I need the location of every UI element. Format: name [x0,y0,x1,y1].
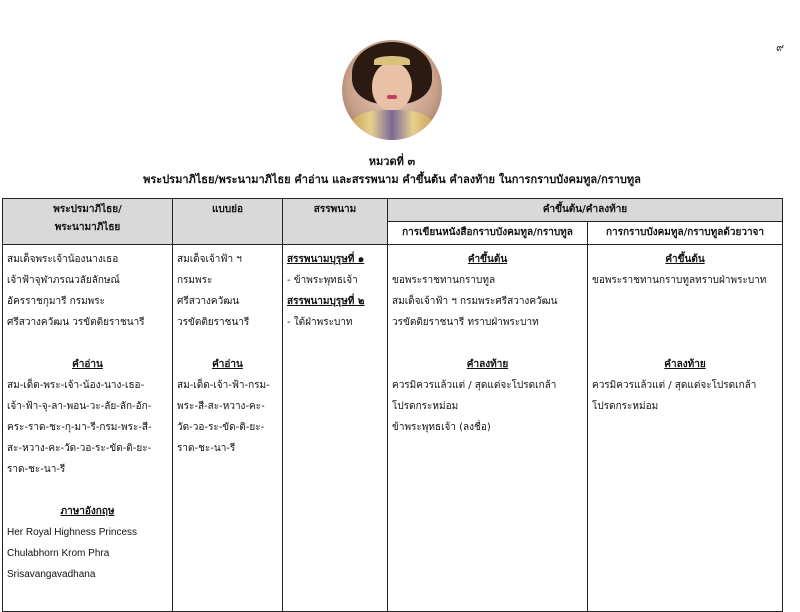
reading-title: คำอ่าน [72,359,103,370]
cell-written: คำขึ้นต้น ขอพระราชทานกราบทูล สมเด็จเจ้าฟ้า ฯ กรมพระศรีสวางควัฒน วรขัตติยราชนารี ทราบฝ่าพระบาท คำลงท้าย ควรมิควรแล้วแต่ / สุดแต่จะโปรดเกล้า โปรดกระหม่อม ข้าพระพุทธเจ้า (ลงชื่อ) [388,245,588,612]
header-name: พระปรมาภิไธย/ พระนามาภิไธย [3,199,173,245]
chapter-subheading: พระปรมาภิไธย/พระนามาภิไธย คำอ่าน และสรรพนาม คำขึ้นต้น คำลงท้าย ในการกราบบังคมทูล/กราบทูล [143,173,641,186]
written-open-title: คำขึ้นต้น [467,254,508,265]
header-opening-closing: คำขึ้นต้น/คำลงท้าย [388,199,783,222]
first-person-title: สรรพนามบุรุษที่ ๑ [287,254,365,265]
cell-name: สมเด็จพระเจ้าน้องนางเธอ เจ้าฟ้าจุฬาภรณวลัยลักษณ์ อัครราชกุมารี กรมพระ ศรีสวางควัฒน วรขัตติยราชนารี คำอ่าน สม-เด็ด-พระ-เจ้า-น้อง-นาง-เธอ- เจ้า-ฟ้า-จุ-ลา-พอน-วะ-ลัย-ลัก-อัก- คระ-ราด-ชะ-กุ-มา-รี-กรม-พระ-สี- สะ-หวาง-คะ-วัด-วอ-ระ-ขัด-ติ-ยะ- ราด-ชะ-นา-รี ภาษาอังกฤษ Her Royal Highness Princess Chulabhorn Krom Phra Srisavangavadhana [3,245,173,612]
chapter-heading: หมวดที่ ๓ [368,155,416,168]
table-row [3,245,783,612]
header-pronoun: สรรพนาม [283,199,388,245]
short-reading-title: คำอ่าน [212,359,243,370]
cell-pronoun: สรรพนามบุรุษที่ ๑ - ข้าพระพุทธเจ้า สรรพนามบุรุษที่ ๒ - ใต้ฝ่าพระบาท [283,245,388,612]
second-person-title: สรรพนามบุรุษที่ ๒ [287,296,365,307]
titles-table [2,198,783,612]
spoken-close-title: คำลงท้าย [664,359,706,370]
portrait-photo [342,40,442,140]
cell-spoken: คำขึ้นต้น ขอพระราชทานกราบทูลทราบฝ่าพระบาท คำลงท้าย ควรมิควรแล้วแต่ / สุดแต่จะโปรดเกล้า โปรดกระหม่อม [588,245,783,612]
spoken-open-title: คำขึ้นต้น [665,254,705,265]
english-title: ภาษาอังกฤษ [60,506,115,517]
page-number: ๙ [775,41,784,54]
written-close-title: คำลงท้าย [466,359,509,370]
header-short-form: แบบย่อ [173,199,283,245]
header-written: การเขียนหนังสือกราบบังคมทูล/กราบทูล [388,222,588,245]
header-spoken: การกราบบังคมทูล/กราบทูลด้วยวาจา [588,222,783,245]
cell-short-form: สมเด็จเจ้าฟ้า ฯ กรมพระ ศรีสวางควัฒน วรขัตติยราชนารี คำอ่าน สม-เด็ด-เจ้า-ฟ้า-กรม- พระ-สี-สะ-หวาง-คะ- วัด-วอ-ระ-ขัด-ติ-ยะ- ราด-ชะ-นา-รี [173,245,283,612]
